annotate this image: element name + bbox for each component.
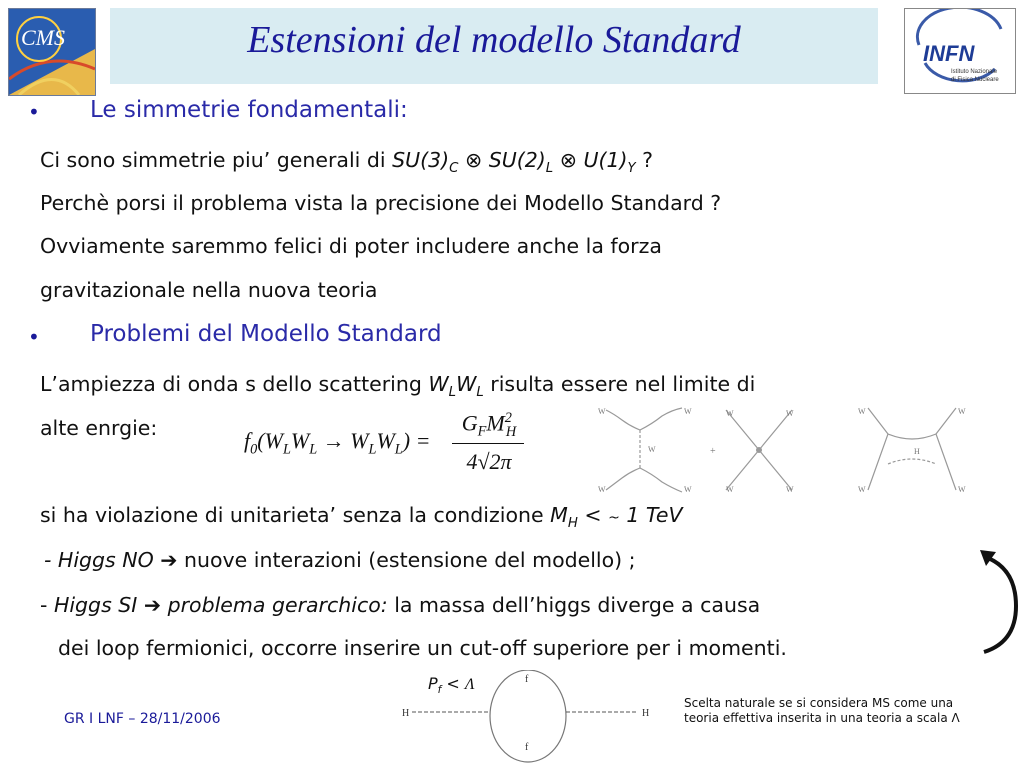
section1-line1: Ci sono simmetrie piu’ generali di $SU(3)_C$ ⊗ $SU(2)_L$ ⊗ $U(1)_Y$ ?	[40, 148, 654, 177]
section1-line3: Ovviamente saremmo felici di poter includere anche la forza	[40, 234, 662, 258]
diagram-plus: +	[710, 446, 716, 457]
loop-label-h-left: H	[402, 708, 410, 719]
ww-scattering-diagrams	[596, 404, 968, 496]
higgs-si-line2: dei loop fermionici, occorre inserire un cut-off superiore per i momenti.	[58, 636, 787, 660]
infn-logo-sub1: Istituto Nazionale	[951, 69, 998, 75]
diagram-label: W	[684, 485, 692, 494]
loop-momentum-cutoff: $P_f < \Lambda$	[428, 674, 475, 697]
loop-label-f-bottom: f	[525, 742, 529, 753]
side-note	[684, 696, 984, 726]
cms-logo	[8, 8, 96, 96]
amplitude-formula-lhs: $f_0(W_LW_L \to W_LW_L)$ =	[244, 428, 431, 458]
diagram-label: W	[958, 485, 966, 494]
section1-line4: gravitazionale nella nuova teoria	[40, 278, 378, 302]
diagram-label: W	[786, 485, 794, 494]
fraction-bar	[452, 443, 524, 444]
slide-title: Estensioni del modello Standard	[247, 19, 741, 61]
diagram-label: W	[648, 445, 656, 454]
amplitude-formula-numerator: $G_FM^2_H$	[461, 410, 517, 440]
infn-logo-text: INFN	[923, 41, 975, 66]
diagram-label: W	[858, 407, 866, 416]
higgs-no-line: - Higgs NO ➔ nuove interazioni (estensione del modello) ;	[44, 548, 636, 572]
diagram-label: H	[914, 447, 920, 456]
footer-text: GR I LNF – 28/11/2006	[64, 711, 221, 727]
diagram-label: W	[958, 407, 966, 416]
curved-arrow-icon	[976, 546, 1020, 658]
bullet: •	[28, 100, 40, 124]
side-note-line2: teoria effettiva inserita in una teoria a scala Λ	[684, 711, 960, 725]
diagram-label: W	[726, 485, 734, 494]
section2-line3: si ha violazione di unitarieta’ senza la condizione $M_H$ < ~ 1 TeV	[40, 503, 683, 532]
section2-line1: L’ampiezza di onda s dello scattering $W_LW_L$ risulta essere nel limite di	[40, 372, 756, 401]
section2-heading: Problemi del Modello Standard	[90, 321, 442, 347]
diagram-label: W	[598, 407, 606, 416]
section2-line2: alte enrgie:	[40, 416, 158, 440]
amplitude-formula-denominator: 4√2π	[466, 449, 512, 474]
higgs-fermion-loop-diagram	[398, 670, 658, 766]
diagram-label: W	[726, 409, 734, 418]
diagram-label: W	[684, 407, 692, 416]
diagram-label: W	[858, 485, 866, 494]
diagram-label: W	[598, 485, 606, 494]
cms-logo-text: CMS	[21, 25, 65, 50]
higgs-si-line: - Higgs SI ➔ problema gerarchico: la massa dell’higgs diverge a causa	[40, 593, 761, 617]
bullet: •	[28, 325, 40, 349]
infn-logo	[904, 8, 1016, 94]
section1-heading: Le simmetrie fondamentali:	[90, 97, 408, 123]
loop-label-f-top: f	[525, 674, 529, 685]
loop-label-h-right: H	[642, 708, 650, 719]
side-note-line1: Scelta naturale se si considera MS come una	[684, 696, 954, 710]
infn-logo-sub2: di Fisica Nucleare	[951, 77, 999, 83]
section1-line2: Perchè porsi il problema vista la precisione dei Modello Standard ?	[40, 191, 722, 215]
diagram-label: W	[786, 409, 794, 418]
